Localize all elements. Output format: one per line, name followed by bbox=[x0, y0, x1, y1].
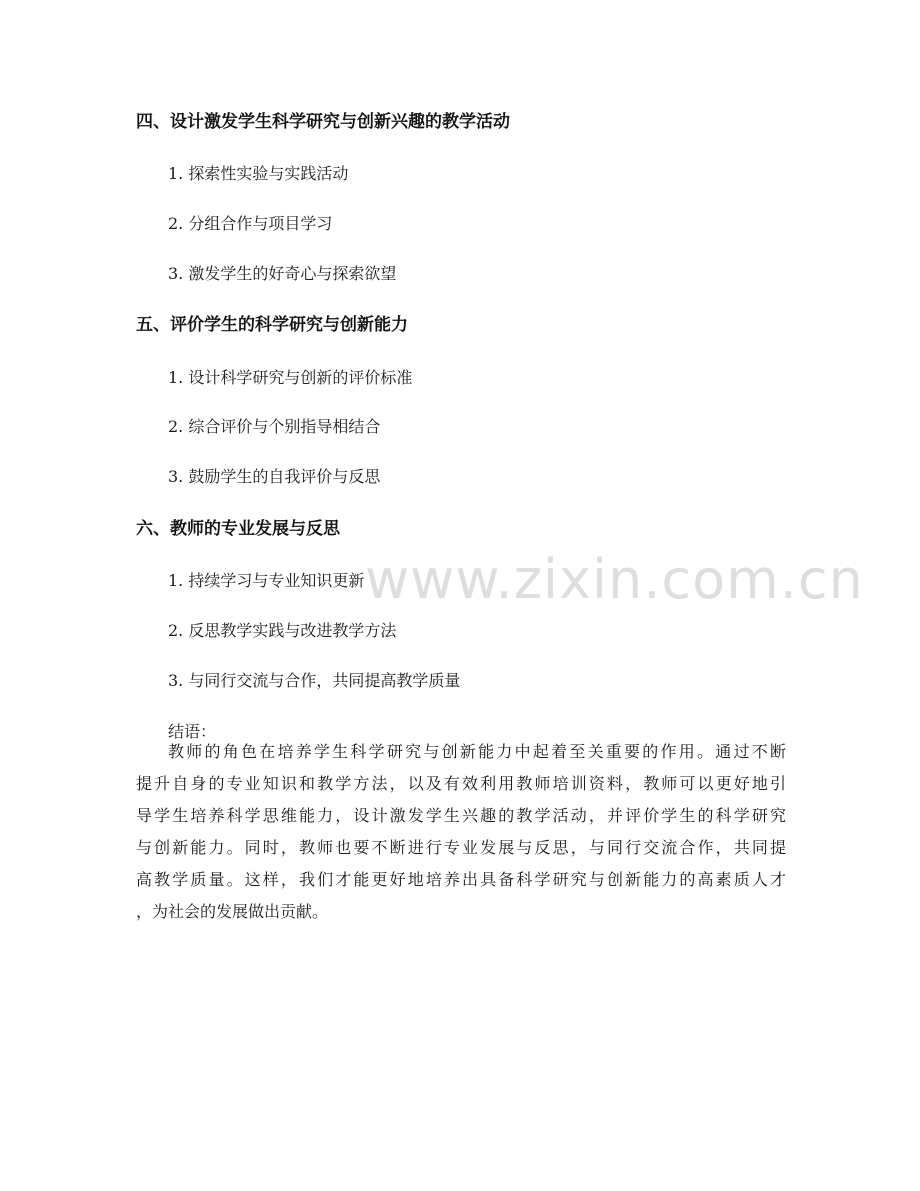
watermark: www.zixin.com.cn bbox=[365, 548, 864, 611]
conclusion-paragraph bbox=[136, 740, 786, 932]
list-item: 1. 探索性实验与实践活动 bbox=[168, 164, 349, 183]
list-item: 2. 分组合作与项目学习 bbox=[168, 214, 333, 233]
paragraph-line: ，为社会的发展做出贡献。 bbox=[136, 902, 329, 921]
section-heading-6: 六、教师的专业发展与反思 bbox=[136, 519, 340, 539]
list-item: 3. 鼓励学生的自我评价与反思 bbox=[168, 467, 381, 486]
list-item: 1. 设计科学研究与创新的评价标准 bbox=[168, 368, 413, 387]
paragraph-line: 提升自身的专业知识和教学方法，以及有效利用教师培训资料，教师可以更好地引 bbox=[136, 774, 786, 793]
paragraph-line: 导学生培养科学思维能力，设计激发学生兴趣的教学活动，并评价学生的科学研究 bbox=[136, 806, 786, 825]
section-heading-4: 四、设计激发学生科学研究与创新兴趣的教学活动 bbox=[136, 112, 510, 132]
paragraph-line: 高教学质量。这样，我们才能更好地培养出具备科学研究与创新能力的高素质人才 bbox=[136, 870, 786, 889]
list-item: 3. 激发学生的好奇心与探索欲望 bbox=[168, 264, 397, 283]
conclusion-label: 结语： bbox=[168, 722, 217, 741]
list-item: 2. 综合评价与个别指导相结合 bbox=[168, 417, 381, 436]
list-item: 1. 持续学习与专业知识更新 bbox=[168, 571, 365, 590]
list-item: 3. 与同行交流与合作，共同提高教学质量 bbox=[168, 671, 461, 690]
paragraph-line: 与创新能力。同时，教师也要不断进行专业发展与反思，与同行交流合作，共同提 bbox=[136, 838, 786, 857]
section-heading-5: 五、评价学生的科学研究与创新能力 bbox=[136, 315, 408, 335]
paragraph-line: 教师的角色在培养学生科学研究与创新能力中起着至关重要的作用。通过不断 bbox=[168, 742, 786, 761]
list-item: 2. 反思教学实践与改进教学方法 bbox=[168, 621, 397, 640]
